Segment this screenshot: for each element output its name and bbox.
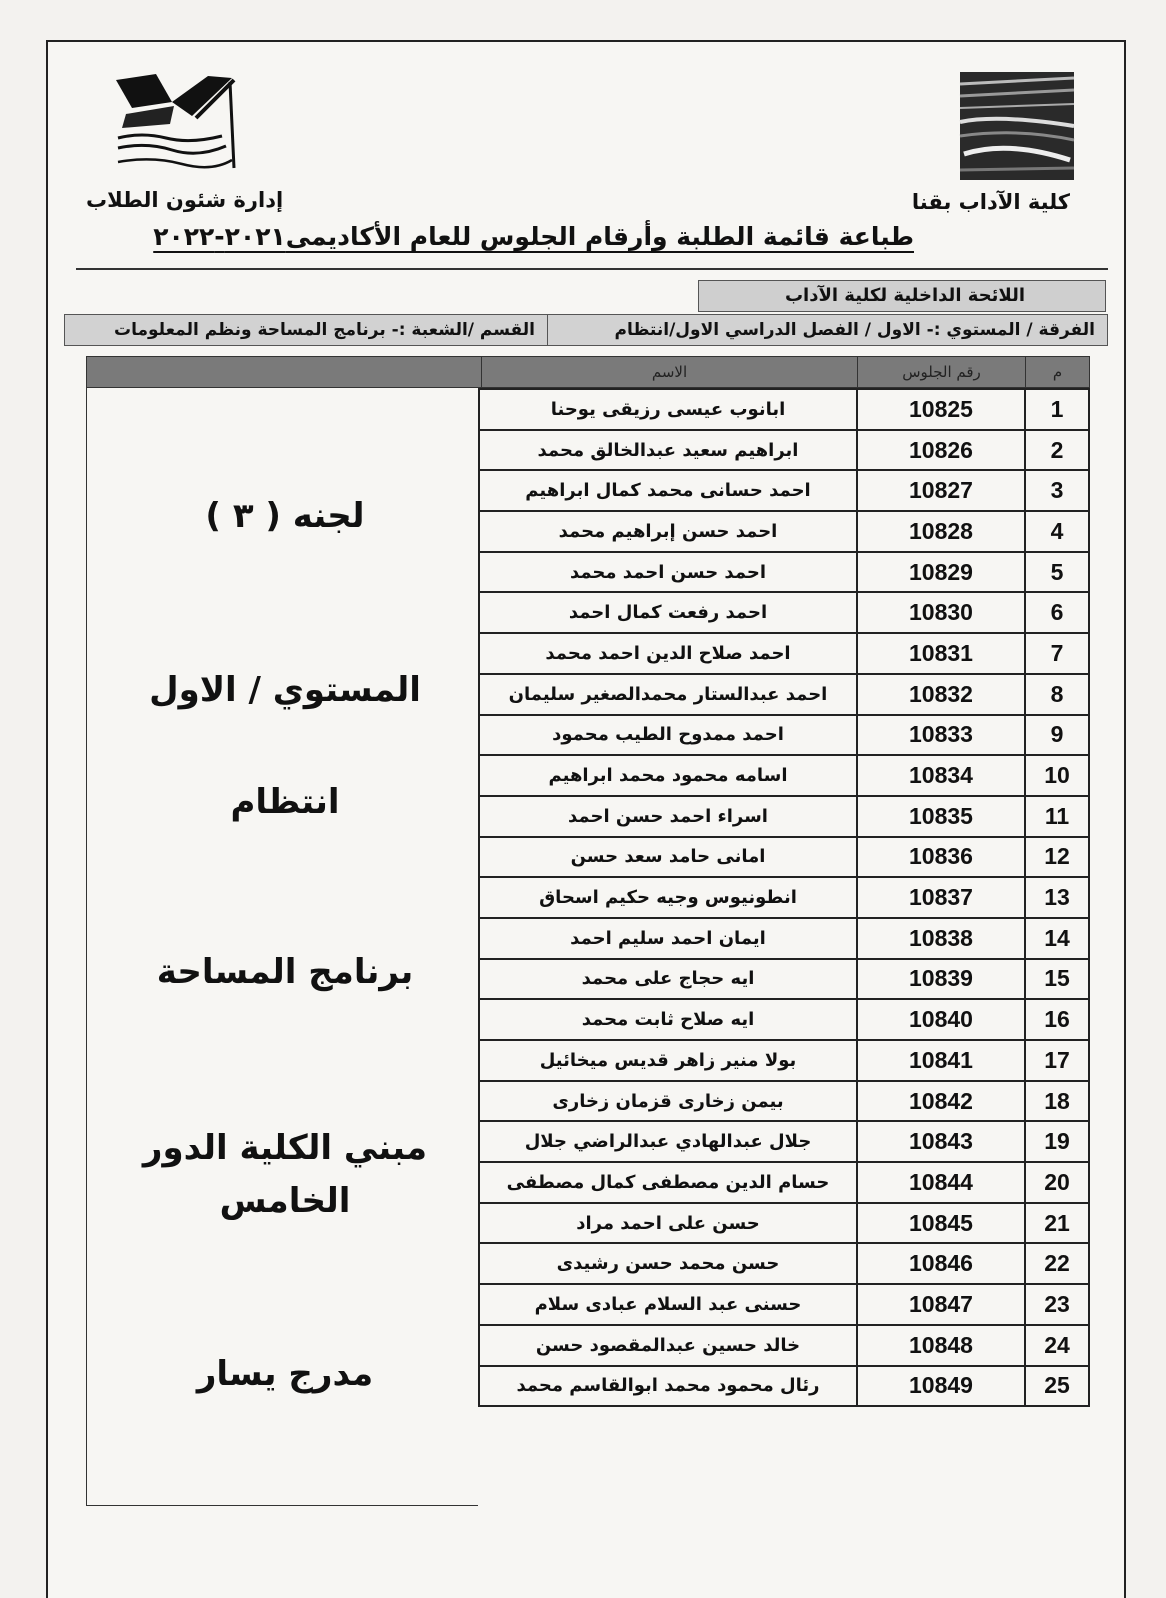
student-name: امانى حامد سعد حسن bbox=[479, 837, 857, 878]
table-row bbox=[479, 633, 1089, 674]
student-name: خالد حسين عبدالمقصود حسن bbox=[479, 1325, 857, 1366]
table-row bbox=[479, 674, 1089, 715]
seat-number: 10848 bbox=[857, 1325, 1025, 1366]
column-header-seat: رقم الجلوس bbox=[857, 357, 1025, 387]
seat-number: 10840 bbox=[857, 999, 1025, 1040]
table-row bbox=[479, 1243, 1089, 1284]
student-name: انطونيوس وجيه حكيم اسحاق bbox=[479, 877, 857, 918]
row-number: 5 bbox=[1025, 552, 1089, 593]
table-row bbox=[479, 430, 1089, 471]
seat-number: 10849 bbox=[857, 1366, 1025, 1407]
seat-number: 10846 bbox=[857, 1243, 1025, 1284]
seat-number: 10834 bbox=[857, 755, 1025, 796]
level-division-bar bbox=[64, 314, 1108, 346]
column-header-blank bbox=[87, 357, 481, 387]
seat-number: 10826 bbox=[857, 430, 1025, 471]
row-number: 20 bbox=[1025, 1162, 1089, 1203]
seat-number: 10830 bbox=[857, 592, 1025, 633]
row-number: 25 bbox=[1025, 1366, 1089, 1407]
student-name: بولا منير زاهر قديس ميخائيل bbox=[479, 1040, 857, 1081]
student-name: اسراء احمد حسن احمد bbox=[479, 796, 857, 837]
mode-note: انتظام bbox=[230, 782, 340, 822]
student-name: حسنى عبد السلام عبادى سلام bbox=[479, 1284, 857, 1325]
student-name: احمد حسانى محمد كمال ابراهيم bbox=[479, 470, 857, 511]
seat-number: 10833 bbox=[857, 715, 1025, 756]
division-line: القسم /الشعبة :- برنامج المساحة ونظم المعلومات bbox=[114, 320, 535, 340]
regulation-label: اللائحة الداخلية لكلية الآداب bbox=[698, 280, 1106, 312]
table-row bbox=[479, 470, 1089, 511]
row-number: 24 bbox=[1025, 1325, 1089, 1366]
seat-number: 10831 bbox=[857, 633, 1025, 674]
committee-note: لجنه ( ٣ ) bbox=[205, 496, 365, 536]
row-number: 14 bbox=[1025, 918, 1089, 959]
table-row bbox=[479, 389, 1089, 430]
table-row bbox=[479, 837, 1089, 878]
student-name: ايه صلاح ثابت محمد bbox=[479, 999, 857, 1040]
table-row bbox=[479, 1325, 1089, 1366]
table-row bbox=[479, 1366, 1089, 1407]
student-name: حسام الدين مصطفى كمال مصطفى bbox=[479, 1162, 857, 1203]
program-note: برنامج المساحة bbox=[156, 952, 414, 992]
seat-number: 10829 bbox=[857, 552, 1025, 593]
row-number: 15 bbox=[1025, 959, 1089, 1000]
student-affairs-logo bbox=[112, 72, 240, 176]
row-number: 6 bbox=[1025, 592, 1089, 633]
row-number: 8 bbox=[1025, 674, 1089, 715]
college-name: كلية الآداب بقنا bbox=[911, 190, 1070, 214]
row-number: 19 bbox=[1025, 1121, 1089, 1162]
seat-number: 10836 bbox=[857, 837, 1025, 878]
student-name: ابراهيم سعيد عبدالخالق محمد bbox=[479, 430, 857, 471]
student-name: رئال محمود محمد ابوالقاسم محمد bbox=[479, 1366, 857, 1407]
table-row bbox=[479, 552, 1089, 593]
student-name: ابانوب عيسى رزيقى يوحنا bbox=[479, 389, 857, 430]
row-number: 1 bbox=[1025, 389, 1089, 430]
row-number: 18 bbox=[1025, 1081, 1089, 1122]
row-number: 23 bbox=[1025, 1284, 1089, 1325]
table-row bbox=[479, 918, 1089, 959]
row-number: 4 bbox=[1025, 511, 1089, 552]
table-row bbox=[479, 877, 1089, 918]
student-name: ايمان احمد سليم احمد bbox=[479, 918, 857, 959]
page-title: طباعة قائمة الطلبة وأرقام الجلوس للعام الأكاديمى٢٠٢١-٢٠٢٢ bbox=[153, 222, 914, 251]
seat-number: 10825 bbox=[857, 389, 1025, 430]
student-name: احمد عبدالستار محمدالصغير سليمان bbox=[479, 674, 857, 715]
student-name: ايه حجاج على محمد bbox=[479, 959, 857, 1000]
hall-note: مدرج يسار bbox=[196, 1354, 374, 1394]
row-number: 22 bbox=[1025, 1243, 1089, 1284]
seat-number: 10847 bbox=[857, 1284, 1025, 1325]
seat-number: 10845 bbox=[857, 1203, 1025, 1244]
table-row bbox=[479, 755, 1089, 796]
student-name: احمد ممدوح الطيب محمود bbox=[479, 715, 857, 756]
student-name: احمد صلاح الدين احمد محمد bbox=[479, 633, 857, 674]
location-note: مبني الكلية الدور الخامس bbox=[142, 1128, 428, 1221]
student-name: احمد حسن إبراهيم محمد bbox=[479, 511, 857, 552]
table-row bbox=[479, 1121, 1089, 1162]
table-row bbox=[479, 1040, 1089, 1081]
student-name: بيمن زخارى قزمان زخارى bbox=[479, 1081, 857, 1122]
row-number: 17 bbox=[1025, 1040, 1089, 1081]
seat-number: 10839 bbox=[857, 959, 1025, 1000]
seat-number: 10842 bbox=[857, 1081, 1025, 1122]
row-number: 11 bbox=[1025, 796, 1089, 837]
column-header-number: م bbox=[1025, 357, 1089, 387]
student-name: اسامه محمود محمد ابراهيم bbox=[479, 755, 857, 796]
seat-number: 10843 bbox=[857, 1121, 1025, 1162]
level-note: المستوي / الاول bbox=[149, 670, 421, 710]
seat-number: 10838 bbox=[857, 918, 1025, 959]
table-row bbox=[479, 1081, 1089, 1122]
title-divider bbox=[76, 268, 1108, 270]
seat-number: 10844 bbox=[857, 1162, 1025, 1203]
table-row bbox=[479, 715, 1089, 756]
row-number: 2 bbox=[1025, 430, 1089, 471]
level-line: الفرقة / المستوي :- الاول / الفصل الدراسي الاول/انتظام bbox=[547, 315, 1107, 345]
row-number: 13 bbox=[1025, 877, 1089, 918]
column-header-name: الاسم bbox=[481, 357, 857, 387]
row-number: 12 bbox=[1025, 837, 1089, 878]
row-number: 21 bbox=[1025, 1203, 1089, 1244]
table-row bbox=[479, 999, 1089, 1040]
row-number: 16 bbox=[1025, 999, 1089, 1040]
table-row bbox=[479, 1203, 1089, 1244]
table-row bbox=[479, 511, 1089, 552]
seat-number: 10841 bbox=[857, 1040, 1025, 1081]
student-name: احمد رفعت كمال احمد bbox=[479, 592, 857, 633]
faculty-logo bbox=[958, 70, 1076, 182]
table-row bbox=[479, 959, 1089, 1000]
seat-number: 10837 bbox=[857, 877, 1025, 918]
department-name: إدارة شئون الطلاب bbox=[86, 188, 284, 212]
seat-number: 10828 bbox=[857, 511, 1025, 552]
row-number: 7 bbox=[1025, 633, 1089, 674]
row-number: 10 bbox=[1025, 755, 1089, 796]
row-number: 3 bbox=[1025, 470, 1089, 511]
seat-number: 10835 bbox=[857, 796, 1025, 837]
student-name: احمد حسن احمد محمد bbox=[479, 552, 857, 593]
student-name: حسن محمد حسن رشيدى bbox=[479, 1243, 857, 1284]
seat-number: 10832 bbox=[857, 674, 1025, 715]
student-table bbox=[478, 388, 1090, 1407]
table-row bbox=[479, 796, 1089, 837]
student-name: جلال عبدالهادي عبدالراضي جلال bbox=[479, 1121, 857, 1162]
table-header bbox=[86, 356, 1090, 388]
table-row bbox=[479, 1162, 1089, 1203]
table-row bbox=[479, 592, 1089, 633]
row-number: 9 bbox=[1025, 715, 1089, 756]
student-name: حسن على احمد مراد bbox=[479, 1203, 857, 1244]
table-row bbox=[479, 1284, 1089, 1325]
seat-number: 10827 bbox=[857, 470, 1025, 511]
